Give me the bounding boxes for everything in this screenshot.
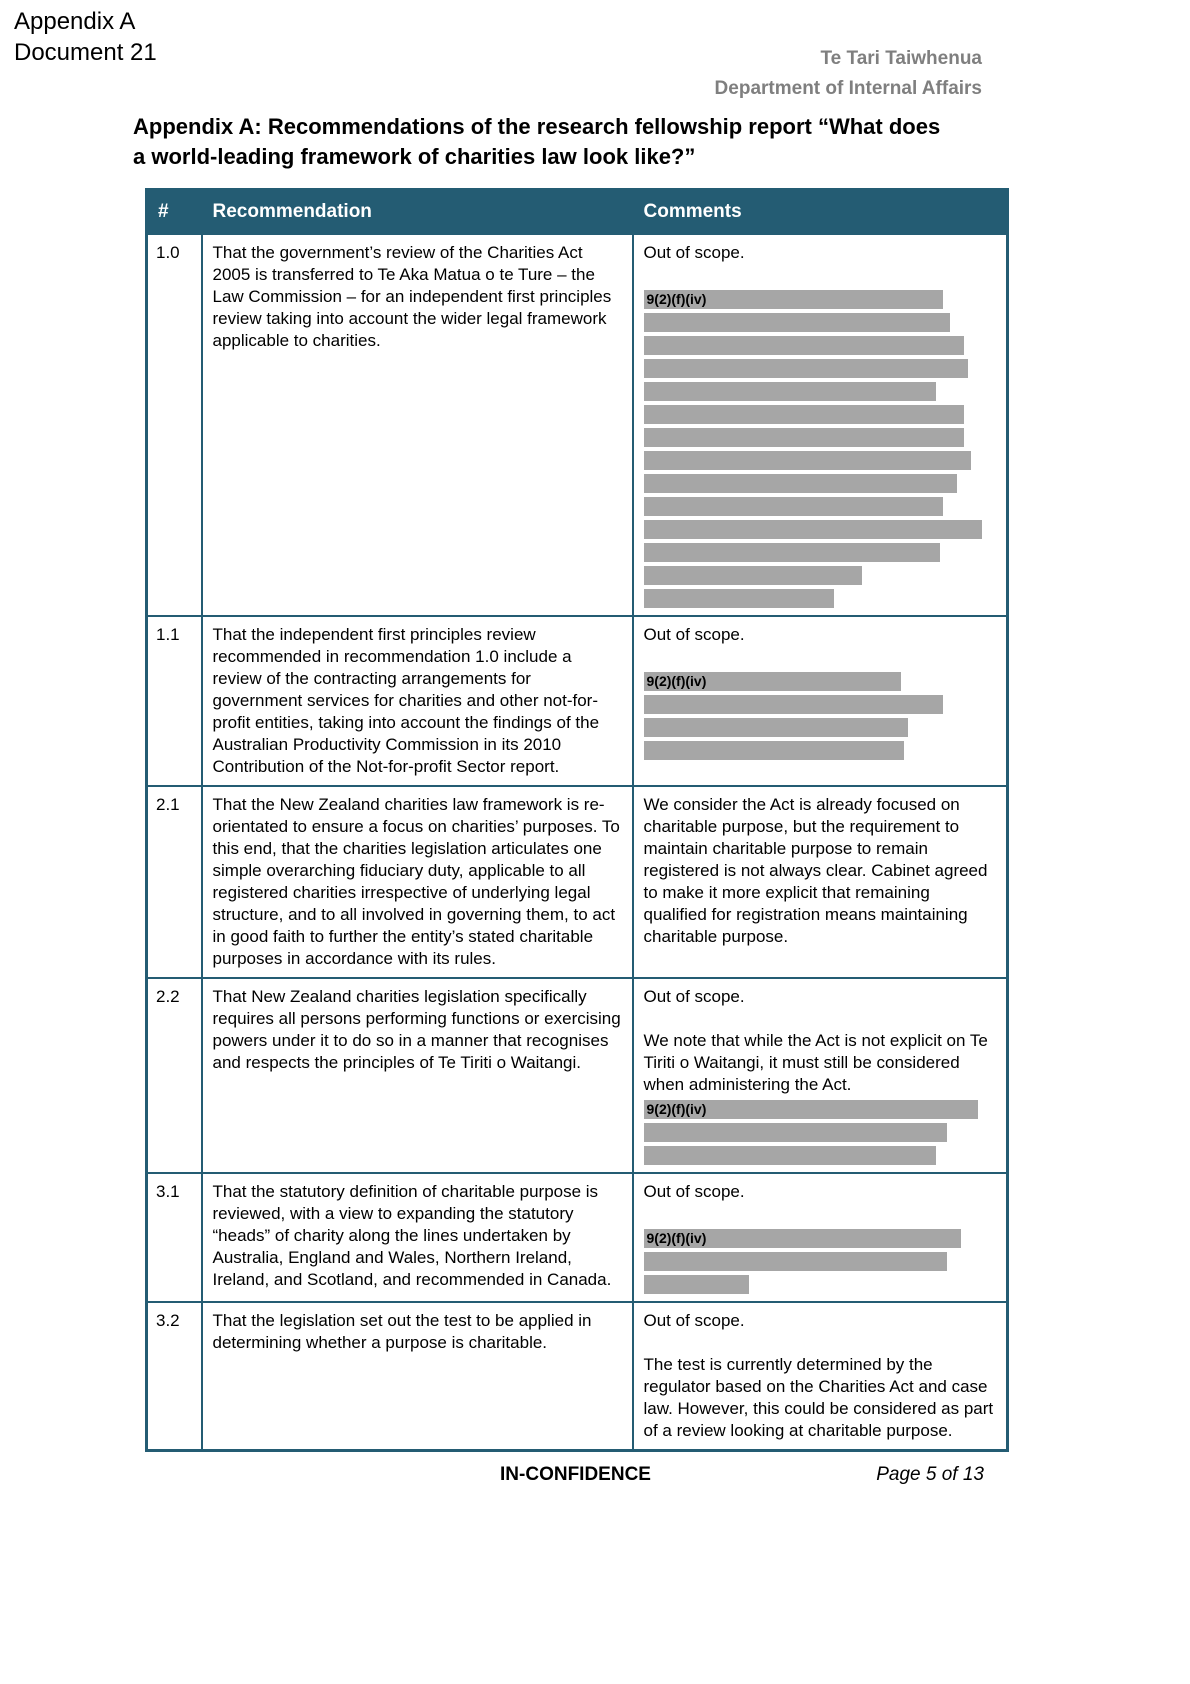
redaction-bar <box>644 1275 750 1294</box>
redaction-bar <box>644 451 972 470</box>
comments-cell <box>633 1302 1008 1451</box>
redaction-bar <box>644 1123 947 1142</box>
redaction-bar <box>644 359 968 378</box>
blank-line <box>644 1332 997 1354</box>
redaction-bar <box>644 589 834 608</box>
column-header-number: # <box>147 190 202 235</box>
department-letterhead <box>715 44 982 105</box>
blank-line <box>644 1203 997 1225</box>
column-header-recommendation: Recommendation <box>202 190 633 235</box>
blank-line <box>644 264 997 286</box>
appendix-label: Appendix A <box>14 8 136 35</box>
org-name-maori: Te Tari Taiwhenua <box>820 48 982 69</box>
recommendation-cell: That the independent first principles review recommended in recommendation 1.0 include a review of the contracting arrangements for government services for charities and other not-for-profit entities, taking into account the findings of the Australian Productivity Commission in its 2010 Contribution of the Not-for-profit Sector report. <box>202 616 633 786</box>
comments-cell <box>633 978 1008 1173</box>
page-number: Page 5 of 13 <box>876 1464 984 1485</box>
column-header-comments: Comments <box>633 190 1008 235</box>
comment-paragraph: We note that while the Act is not explicit on Te Tiriti o Waitangi, it must still be considered when administering the Act. <box>643 1031 988 1094</box>
row-number-cell: 3.1 <box>147 1173 202 1302</box>
blank-line <box>644 646 997 668</box>
redaction-bar <box>644 1252 947 1271</box>
redaction-bar: 9(2)(f)(iv) <box>644 290 944 309</box>
table-header-row <box>147 190 1008 235</box>
redaction-bar <box>644 474 958 493</box>
recommendation-cell: That the statutory definition of charitable purpose is reviewed, with a view to expanding the statutory “heads” of charity along the lines undertaken by Australia, England and Wales, Northern Ireland, Ireland, and Scotland, and recommended in Canada. <box>202 1173 633 1302</box>
document-corner-label <box>14 6 157 68</box>
comments-cell <box>633 1173 1008 1302</box>
recommendation-cell: That the government’s review of the Charities Act 2005 is transferred to Te Aka Matua o te Ture – the Law Commission – for an independent first principles review taking into account the wider legal framework applicable to charities. <box>202 234 633 616</box>
redaction-bar <box>644 336 965 355</box>
recommendation-cell: That the New Zealand charities law framework is re-orientated to ensure a focus on charities’ purposes. To this end, that the charities legislation articulates one simple overarching fiduciary duty, applicable to all registered charities irrespective of underlying legal structure, and to all involved in governing them, to act in good faith to further the entity’s stated charitable purposes in accordance with its rules. <box>202 786 633 978</box>
table-row <box>147 1302 1008 1451</box>
table-row <box>147 234 1008 616</box>
redaction-bar: 9(2)(f)(iv) <box>644 672 901 691</box>
blank-line <box>644 1008 997 1030</box>
redaction-bar <box>644 382 937 401</box>
page-title: Appendix A: Recommendations of the research fellowship report “What does a world-leading framework of charities law look like?” <box>133 114 941 169</box>
comment-paragraph: Out of scope. <box>643 987 745 1006</box>
redaction-bar <box>644 497 944 516</box>
row-number-cell: 2.1 <box>147 786 202 978</box>
classification-marking: IN-CONFIDENCE <box>500 1464 651 1485</box>
comment-paragraph: The test is currently determined by the regulator based on the Charities Act and case law. However, this could be considered as part of a review looking at charitable purpose. <box>643 1355 994 1440</box>
redaction-bar <box>644 428 965 447</box>
comments-cell <box>633 234 1008 616</box>
redaction-bar <box>644 520 982 539</box>
comments-cell <box>633 786 1008 978</box>
comment-paragraph: Out of scope. <box>643 243 745 262</box>
page-footer <box>145 1464 1006 1490</box>
recommendations-table-body <box>147 234 1008 1451</box>
redaction-bar <box>644 718 908 737</box>
table-row <box>147 978 1008 1173</box>
comment-paragraph: Out of scope. <box>643 625 745 644</box>
recommendations-table <box>145 188 1009 1452</box>
org-name-english: Department of Internal Affairs <box>714 78 982 100</box>
table-row <box>147 1173 1008 1302</box>
recommendation-cell: That the legislation set out the test to be applied in determining whether a purpose is charitable. <box>202 1302 633 1451</box>
comment-paragraph: Out of scope. <box>643 1182 745 1201</box>
comment-paragraph: Out of scope. <box>643 1311 745 1330</box>
redaction-bar: 9(2)(f)(iv) <box>644 1229 961 1248</box>
comment-paragraph: We consider the Act is already focused on charitable purpose, but the requirement to maintain charitable purpose to remain registered is not always clear. Cabinet agreed to make it more explicit that remaining qualified for registration means maintaining charitable purpose. <box>643 795 988 946</box>
table-row <box>147 786 1008 978</box>
table-row <box>147 616 1008 786</box>
redaction-bar <box>644 405 965 424</box>
document-number-label: Document 21 <box>14 39 157 67</box>
comments-cell <box>633 616 1008 786</box>
redaction-bar <box>644 543 940 562</box>
redaction-bar <box>644 313 951 332</box>
redaction-bar <box>644 566 863 585</box>
row-number-cell: 2.2 <box>147 978 202 1173</box>
redaction-bar <box>644 741 905 760</box>
redaction-bar: 9(2)(f)(iv) <box>644 1100 979 1119</box>
redaction-bar <box>644 1146 937 1165</box>
row-number-cell: 1.1 <box>147 616 202 786</box>
recommendation-cell: That New Zealand charities legislation specifically requires all persons performing functions or exercising powers under it to do so in a manner that recognises and respects the principles of Te Tiriti o Waitangi. <box>202 978 633 1173</box>
redaction-bar <box>644 695 944 714</box>
row-number-cell: 1.0 <box>147 234 202 616</box>
row-number-cell: 3.2 <box>147 1302 202 1451</box>
